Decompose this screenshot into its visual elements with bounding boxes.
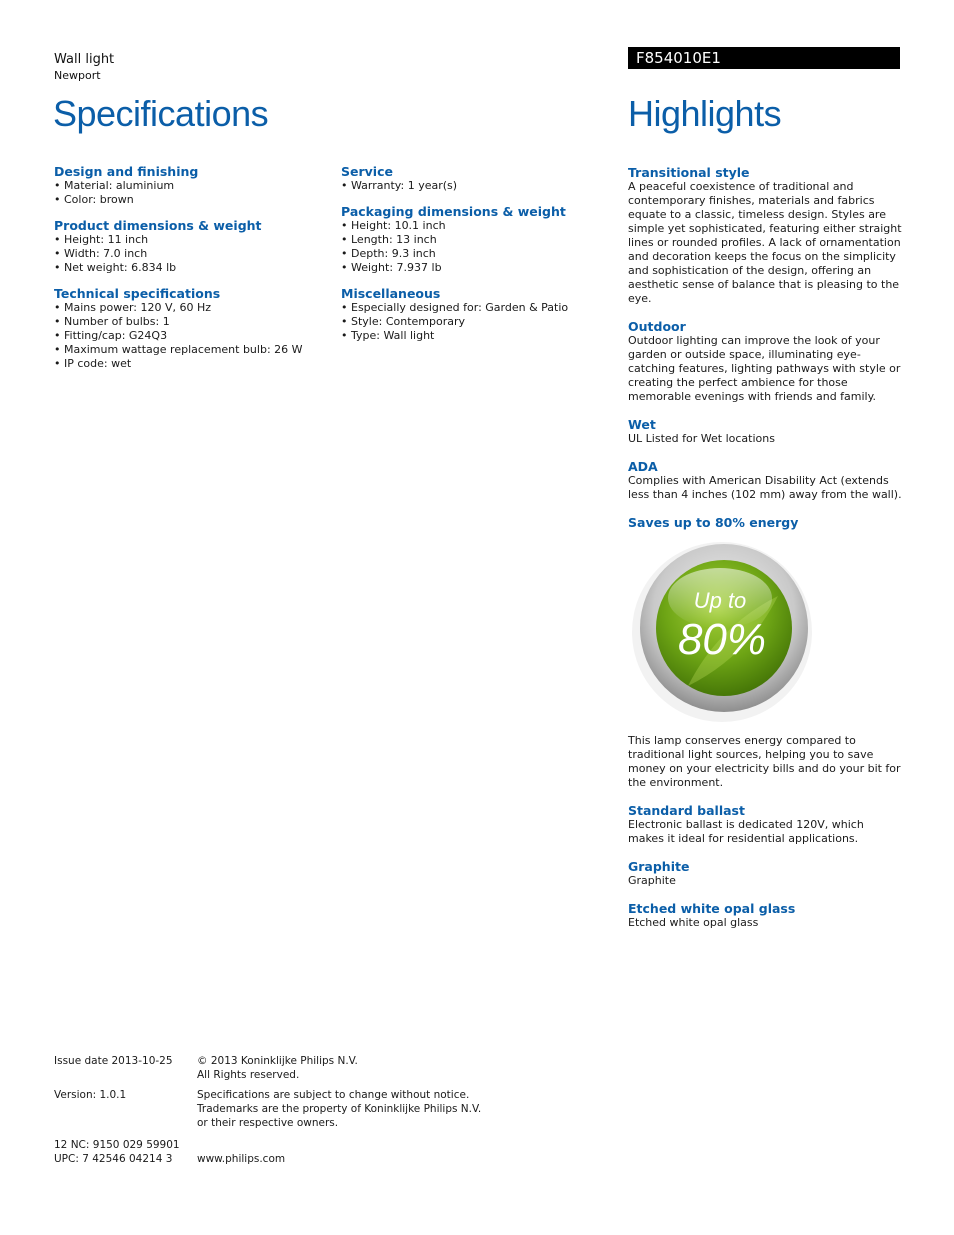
spec-section: [54, 218, 324, 275]
highlight: [628, 165, 902, 306]
highlights-column: [628, 165, 902, 943]
spec-section-title: Packaging dimensions & weight: [341, 204, 566, 219]
spec-section: [54, 286, 324, 371]
footer-notice-2: Trademarks are the property of Koninklijke Philips N.V.: [197, 1103, 482, 1115]
highlight-text: Outdoor lighting can improve the look of your garden or outside space, illuminating eye-catching features, lighting pathways with style or creating the perfect ambience for those memorable evenings with friends and family.: [628, 334, 901, 403]
footer-upc: UPC: 7 42546 04214 3: [54, 1153, 173, 1165]
footer-website-link[interactable]: www.philips.com: [197, 1153, 286, 1165]
highlight: [628, 417, 902, 446]
footer-copyright: © 2013 Koninklijke Philips N.V.: [197, 1055, 358, 1067]
highlight: [628, 459, 902, 502]
footer-rights: All Rights reserved.: [197, 1069, 300, 1081]
product-code-bar: F854010E1: [628, 47, 900, 69]
spec-item: • Length: 13 inch: [341, 233, 611, 247]
highlight-title: Graphite: [628, 859, 690, 874]
highlight-title: Standard ballast: [628, 803, 745, 818]
footer-version: Version: 1.0.1: [54, 1089, 127, 1101]
specifications-title: Specifications: [53, 93, 269, 134]
spec-item: • Maximum wattage replacement bulb: 26 W: [54, 343, 324, 357]
specs-column-1: [54, 164, 324, 382]
spec-section: [341, 164, 611, 193]
highlight-title: Wet: [628, 417, 656, 432]
spec-section-title: Technical specifications: [54, 286, 221, 301]
footer-notice-1: Specifications are subject to change without notice.: [197, 1089, 470, 1101]
spec-section: [54, 164, 324, 207]
energy-saving-badge: [628, 536, 816, 724]
highlight-title: Saves up to 80% energy: [628, 515, 799, 530]
energy-badge-icon: [628, 536, 816, 724]
badge-percent-text: 80%: [677, 615, 767, 664]
highlight-energy: [628, 515, 902, 790]
spec-item: • IP code: wet: [54, 357, 324, 371]
product-type: Wall light: [54, 52, 115, 67]
badge-up-to-text: Up to: [693, 588, 747, 613]
highlight-text: Etched white opal glass: [628, 916, 759, 929]
spec-item: • Color: brown: [54, 193, 324, 207]
highlight-title: Transitional style: [628, 165, 750, 180]
product-name: Newport: [54, 69, 101, 82]
spec-item: • Number of bulbs: 1: [54, 315, 324, 329]
highlight-title: ADA: [628, 459, 658, 474]
highlights-title: Highlights: [628, 93, 782, 134]
spec-item: • Mains power: 120 V, 60 Hz: [54, 301, 324, 315]
highlight-text: This lamp conserves energy compared to traditional light sources, helping you to save money on your electricity bills and do your bit for the environment.: [628, 734, 901, 789]
spec-item: • Warranty: 1 year(s): [341, 179, 611, 193]
spec-item: • Height: 11 inch: [54, 233, 324, 247]
spec-item: • Especially designed for: Garden & Patio: [341, 301, 611, 315]
highlight-text: UL Listed for Wet locations: [628, 432, 775, 445]
spec-item: • Depth: 9.3 inch: [341, 247, 611, 261]
spec-item: • Type: Wall light: [341, 329, 611, 343]
footer-12nc: 12 NC: 9150 029 59901: [54, 1139, 180, 1151]
spec-item: • Fitting/cap: G24Q3: [54, 329, 324, 343]
specs-column-2: [341, 164, 611, 354]
spec-item: • Width: 7.0 inch: [54, 247, 324, 261]
spec-section-title: Product dimensions & weight: [54, 218, 262, 233]
highlight-title: Etched white opal glass: [628, 901, 796, 916]
spec-section-title: Design and finishing: [54, 164, 199, 179]
highlight: [628, 319, 902, 404]
highlight: [628, 859, 902, 888]
footer-notice-3: or their respective owners.: [197, 1117, 339, 1129]
highlight-text: Complies with American Disability Act (extends less than 4 inches (102 mm) away from the wall).: [628, 474, 902, 501]
spec-section-title: Miscellaneous: [341, 286, 441, 301]
spec-item: • Weight: 7.937 lb: [341, 261, 611, 275]
highlight-title: Outdoor: [628, 319, 686, 334]
spec-item: • Style: Contemporary: [341, 315, 611, 329]
spec-item: • Height: 10.1 inch: [341, 219, 611, 233]
spec-item: • Net weight: 6.834 lb: [54, 261, 324, 275]
highlight: [628, 901, 902, 930]
spec-item: • Material: aluminium: [54, 179, 324, 193]
highlight-text: A peaceful coexistence of traditional and contemporary finishes, materials and fabrics equate to a classic, timeless design. Styles are simple yet sophisticated, featuring either straight lines or rounded profiles. A lack of ornamentation and decoration keeps the focus on the simplicity and sophistication of the design, offering an aesthetic sense of balance that is pleasing to the eye.: [628, 180, 902, 305]
footer-issue-date: Issue date 2013-10-25: [54, 1055, 173, 1067]
spec-section-title: Service: [341, 164, 393, 179]
highlight-text: Graphite: [628, 874, 676, 887]
highlight-text: Electronic ballast is dedicated 120V, which makes it ideal for residential applications.: [628, 818, 864, 845]
spec-section: [341, 286, 611, 343]
spec-section: [341, 204, 611, 275]
highlight: [628, 803, 902, 846]
